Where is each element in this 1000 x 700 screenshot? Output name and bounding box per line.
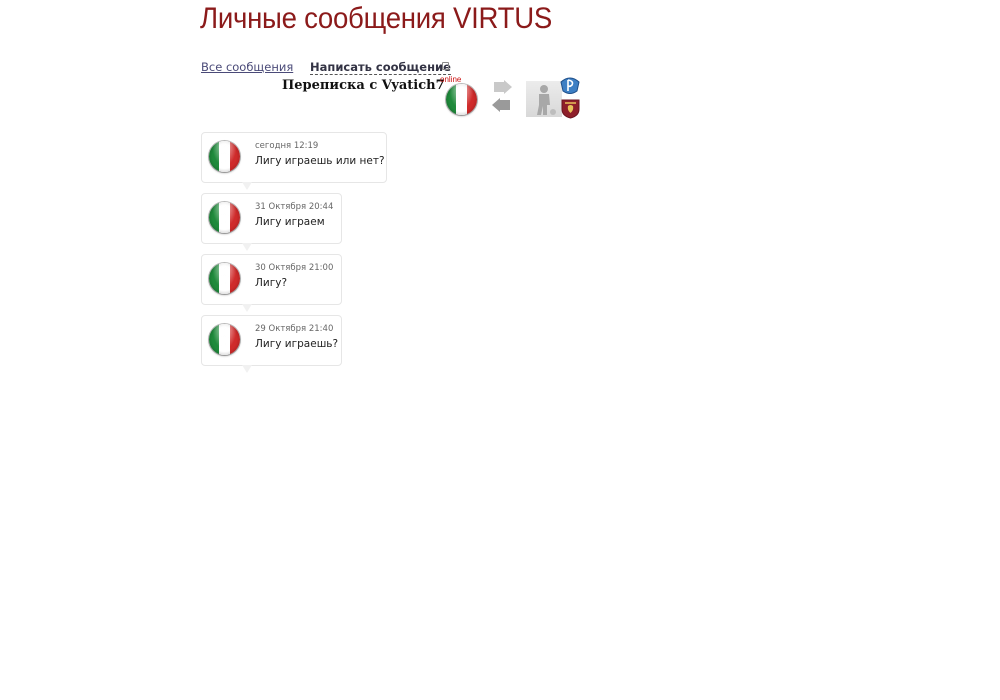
message-text: Лигу играем: [255, 216, 325, 228]
external-link-icon: [442, 62, 449, 70]
message-text: Лигу играешь?: [255, 338, 339, 350]
italy-flag-icon: [209, 263, 240, 294]
italy-flag-icon: [446, 84, 477, 115]
conversation-title: Переписка с Vyatich7: [282, 78, 445, 93]
message-text: Лигу играешь или нет?: [255, 155, 385, 167]
italy-flag-icon: [209, 141, 240, 172]
message-time: 29 Октября 21:40: [255, 324, 334, 334]
italy-flag-icon: [209, 202, 240, 233]
message-time: 31 Октября 20:44: [255, 202, 334, 212]
message-item: [201, 254, 342, 305]
club-crest-icon: [561, 98, 580, 119]
italy-flag-icon: [209, 324, 240, 355]
message-item: [201, 193, 342, 244]
player-silhouette-icon[interactable]: [526, 81, 562, 117]
write-message-link[interactable]: Написать сообщение: [310, 60, 451, 74]
swap-arrows-icon[interactable]: [491, 80, 513, 114]
playstation-badge-icon: [559, 76, 581, 96]
all-messages-link[interactable]: Все сообщения: [201, 60, 294, 74]
message-item: [201, 315, 342, 366]
online-status: online: [440, 75, 462, 84]
message-item: [201, 132, 387, 183]
message-time: сегодня 12:19: [255, 141, 319, 151]
page-title: Личные сообщения VIRTUS: [200, 2, 553, 35]
message-text: Лигу?: [255, 277, 288, 289]
message-time: 30 Октября 21:00: [255, 263, 334, 273]
